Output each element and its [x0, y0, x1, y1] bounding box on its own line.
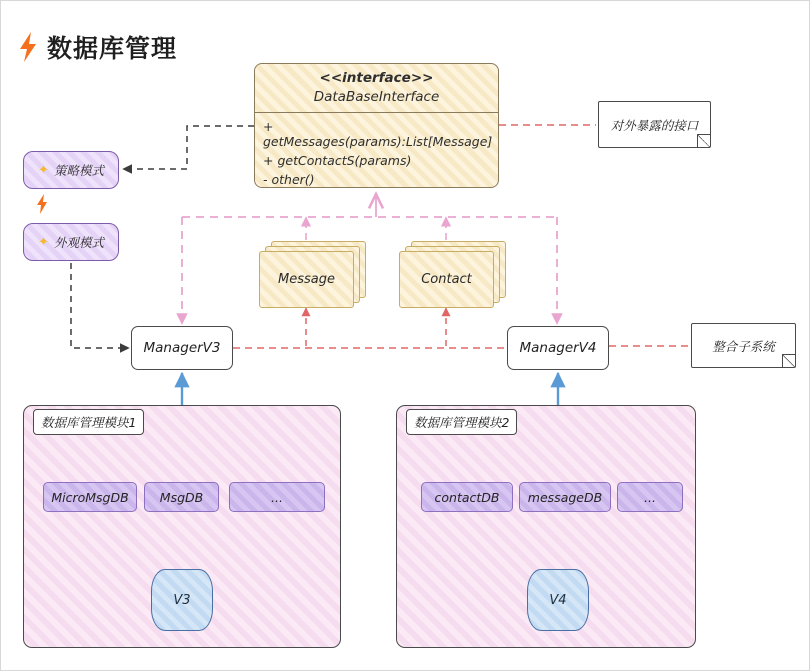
entity-contact	[399, 241, 504, 306]
entity-message-label: Message	[259, 251, 354, 308]
manager-v4-node: ManagerV4	[507, 326, 609, 370]
db-chip-msgdb: MsgDB	[144, 482, 219, 512]
tag-facade-pattern	[23, 223, 119, 261]
db-chip-more-1: ...	[229, 482, 325, 512]
interface-name: DataBaseInterface	[313, 89, 440, 105]
tag-strategy-pattern	[23, 151, 119, 189]
page-title: 数据库管理	[47, 34, 178, 63]
entity-contact-label: Contact	[399, 251, 494, 308]
interface-method: - other()	[263, 172, 315, 187]
db-version-v4: V4	[527, 569, 589, 631]
module-2-label: 数据库管理模块2	[406, 409, 517, 435]
module-1-label: 数据库管理模块1	[33, 409, 144, 435]
db-chip-messagedb: messageDB	[519, 482, 611, 512]
manager-v3-node: ManagerV3	[131, 326, 233, 370]
bolt-icon-small	[35, 194, 49, 214]
interface-method: + getContactS(params)	[263, 153, 412, 168]
note-subsystem: 整合子系统	[691, 323, 796, 368]
interface-method: + getMessages(params):List[Message]	[263, 119, 493, 149]
tag-label: 策略模式	[53, 163, 104, 178]
bolt-icon	[15, 31, 41, 63]
spark-icon: ✦	[38, 234, 49, 250]
db-chip-contactdb: contactDB	[421, 482, 513, 512]
tag-label: 外观模式	[53, 235, 104, 250]
interface-divider	[254, 112, 499, 113]
interface-stereotype: <<interface>>	[319, 70, 434, 86]
spark-icon: ✦	[38, 162, 49, 178]
interface-header	[254, 63, 499, 112]
interface-method-list	[263, 119, 498, 185]
note-exposed-interface: 对外暴露的接口	[598, 101, 711, 148]
entity-message	[259, 241, 364, 306]
db-chip-micromsgdb: MicroMsgDB	[43, 482, 137, 512]
db-chip-more-2: ...	[617, 482, 683, 512]
db-version-v3: V3	[151, 569, 213, 631]
